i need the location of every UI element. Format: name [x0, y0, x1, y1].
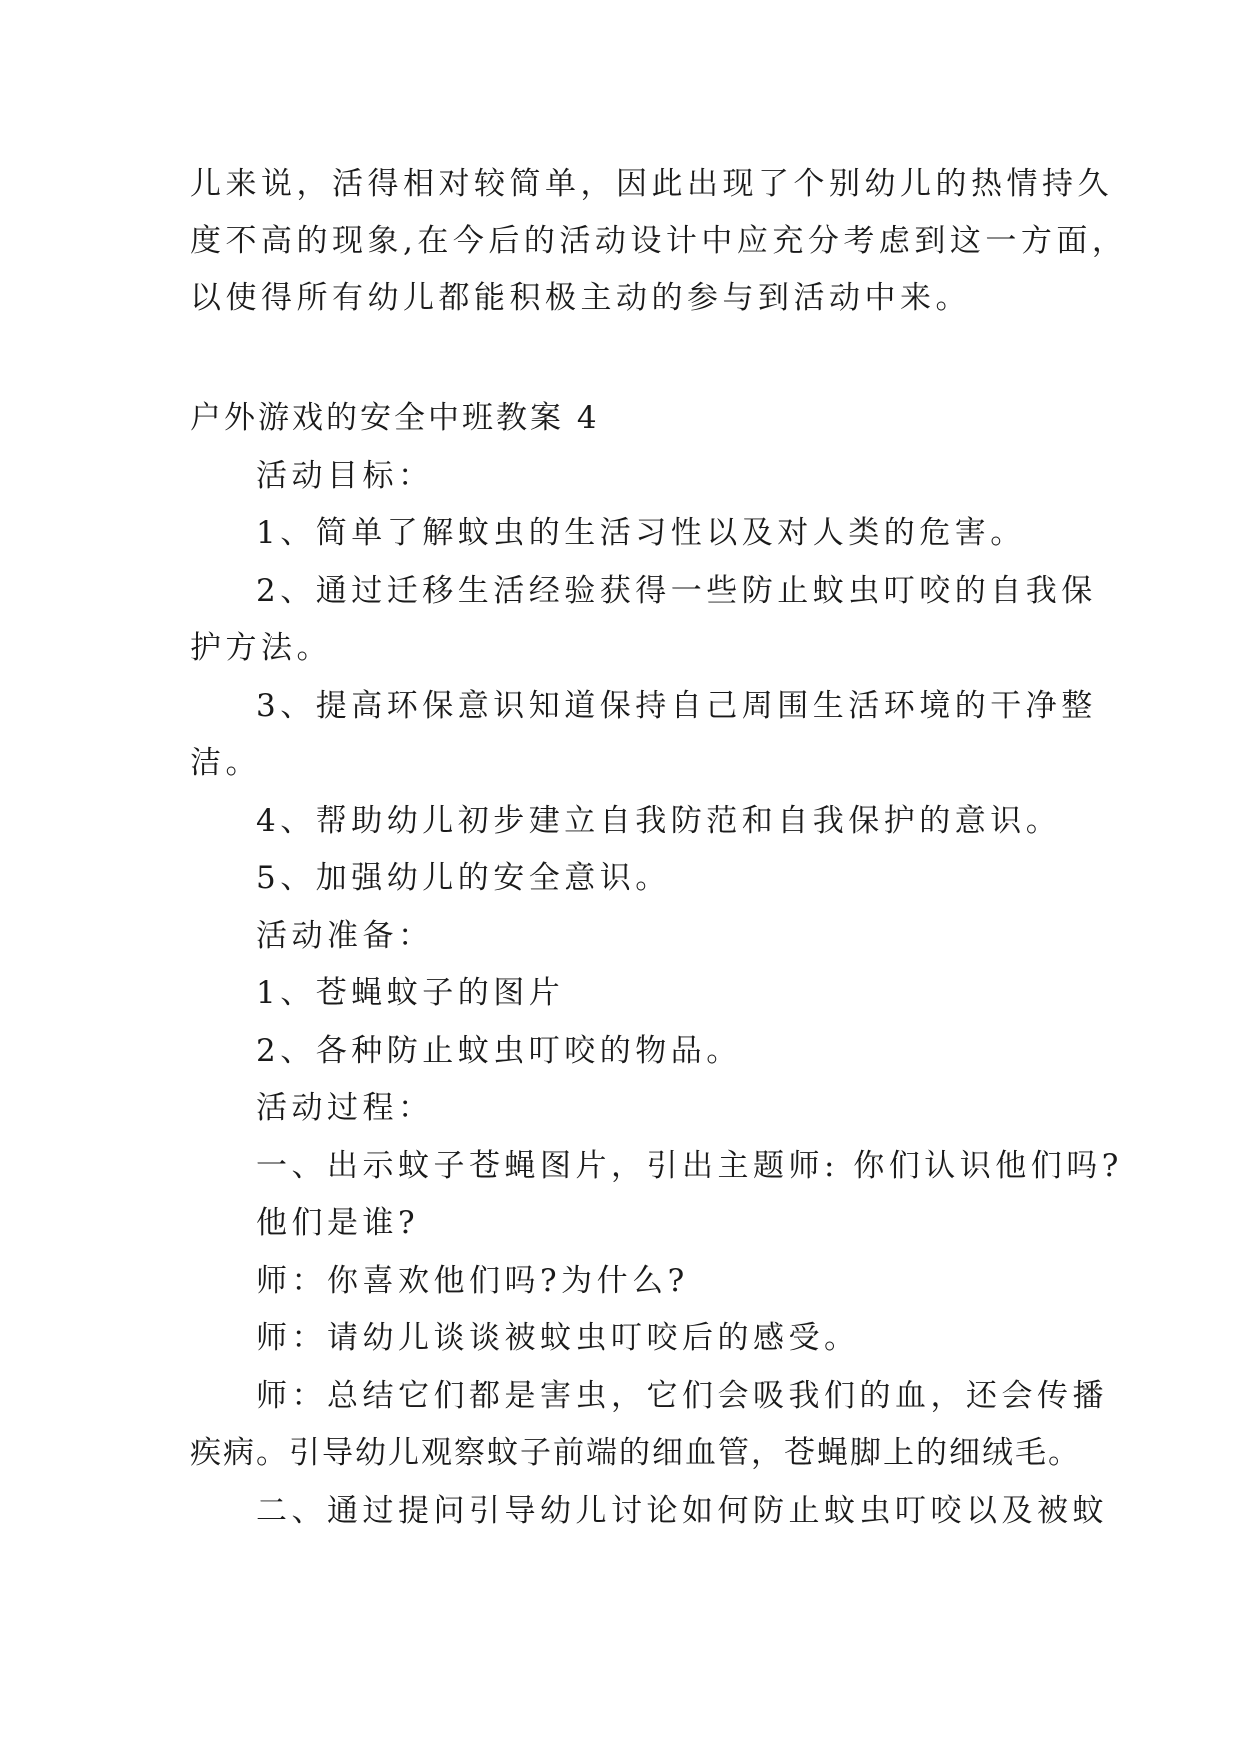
goal-2-line-1: 2、通过迁移生活经验获得一些防止蚊虫叮咬的自我保 [256, 573, 1097, 609]
process-question: 他们是谁? [256, 1205, 420, 1241]
goals-heading: 活动目标： [256, 458, 434, 494]
section-title: 户外游戏的安全中班教案 4 [190, 400, 600, 436]
intro-line-1: 儿来说，活得相对较简单，因此出现了个别幼儿的热情持久 [190, 166, 1113, 202]
teacher-line-3-cont: 疾病。引导幼儿观察蚊子前端的细血管，苍蝇脚上的细绒毛。 [190, 1435, 1081, 1471]
goal-3-line-2: 洁。 [190, 745, 261, 781]
teacher-line-2: 师：请幼儿谈谈被蚊虫叮咬后的感受。 [256, 1320, 860, 1356]
goal-2-line-2: 护方法。 [190, 630, 332, 666]
process-step-1: 一、出示蚊子苍蝇图片，引出主题师: 你们认识他们吗? [256, 1148, 1123, 1184]
process-heading: 活动过程： [256, 1090, 434, 1126]
goal-3-line-1: 3、提高环保意识知道保持自己周围生活环境的干净整 [256, 688, 1097, 724]
prep-2: 2、各种防止蚊虫叮咬的物品。 [256, 1033, 742, 1069]
prep-1: 1、苍蝇蚊子的图片 [256, 975, 565, 1011]
goal-1: 1、简单了解蚊虫的生活习性以及对人类的危害。 [256, 515, 1026, 551]
goal-5: 5、加强幼儿的安全意识。 [256, 860, 671, 896]
teacher-line-3: 师：总结它们都是害虫，它们会吸我们的血，还会传播 [256, 1378, 1108, 1414]
prep-heading: 活动准备： [256, 918, 434, 954]
intro-line-3: 以使得所有幼儿都能积极主动的参与到活动中来。 [190, 280, 971, 316]
process-step-2: 二、通过提问引导幼儿讨论如何防止蚊虫叮咬以及被蚊 [256, 1493, 1108, 1529]
goal-4: 4、帮助幼儿初步建立自我防范和自我保护的意识。 [256, 803, 1062, 839]
intro-line-2: 度不高的现象,在今后的活动设计中应充分考虑到这一方面， [190, 223, 1128, 259]
teacher-line-1: 师：你喜欢他们吗?为什么? [256, 1263, 689, 1299]
